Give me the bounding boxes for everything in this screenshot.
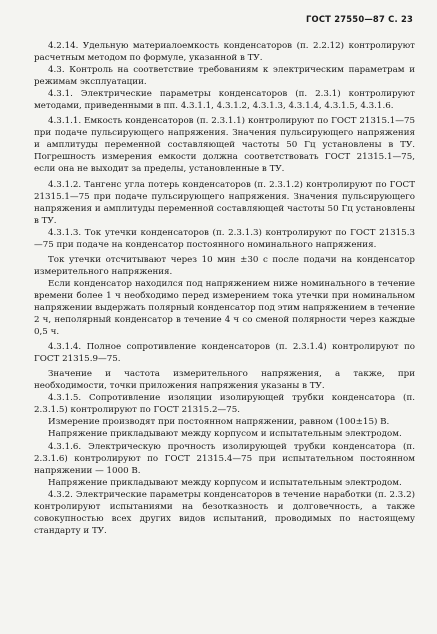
paragraph-voltage-electrode-2: Напряжение прикладывают между корпусом и испытательным электродом. (48, 477, 402, 488)
paragraph-dc-voltage-measure: Измерение производят при постоянном напряжении, равном (100±15) В. (48, 417, 390, 428)
paragraph-leakage-timing: Ток утечки отсчитывают через 10 мин ±30 с после подачи на конденсатор измерительного напряжения. (34, 254, 415, 277)
paragraph-4-3-2: 4.3.2. Электрические параметры конденсаторов в течение наработки (п. 2.3.2) контролируют испытаниями на безотказность и долговечность, а также совокупностью всех других видов испытаний, проводимых по настоящему стандарту и ТУ. (34, 489, 415, 536)
paragraph-leakage-conditioning: Если конденсатор находился под напряжением ниже номинального в течение времени более 1 ч необходимо перед измерением тока утечки при номинальном напряжении выдержать полярный конденсатор под этим напряжением в течение 2 ч, неполярный конденсатор в течение 4 ч со сменой полярности через каждые 0,5 ч. (34, 278, 415, 338)
paragraph-measuring-voltage: Значение и частота измерительного напряжения, а также, при необходимости, точки приложения напряжения указаны в ТУ. (34, 369, 415, 392)
running-header: ГОСТ 27550—87 С. 23 (305, 14, 413, 24)
paragraph-4-3-1-6: 4.3.1.6. Электрическую прочность изолирующей трубки конденсатора (п. 2.3.1.6) контролируют по ГОСТ 21315.4—75 при испытательном постоянном напряжении — 1000 В. (34, 441, 415, 476)
document-body (34, 40, 415, 537)
paragraph-4-2-14: 4.2.14. Удельную материалоемкость конденсаторов (п. 2.2.12) контролируют расчетным методом по формуле, указанной в ТУ. (34, 41, 415, 64)
paragraph-4-3-1-5: 4.3.1.5. Сопротивление изоляции изолирующей трубки конденсатора (п. 2.3.1.5) контролируют по ГОСТ 21315.2—75. (34, 393, 415, 416)
paragraph-4-3-1: 4.3.1. Электрические параметры конденсаторов (п. 2.3.1) контролируют методами, приведенными в пп. 4.3.1.1, 4.3.1.2, 4.3.1.3, 4.3.1.4, 4.3.1.5, 4.3.1.6. (34, 89, 415, 112)
paragraph-4-3-1-2: 4.3.1.2. Тангенс угла потерь конденсаторов (п. 2.3.1.2) контролируют по ГОСТ 21315.1—75 при подаче пульсирующего напряжения. Значения пульсирующего напряжения и амплитуды переменной составляющей частоты 50 Гц установлены в ТУ. (34, 179, 415, 226)
paragraph-4-3-1-4: 4.3.1.4. Полное сопротивление конденсаторов (п. 2.3.1.4) контролируют по ГОСТ 21315.9—75. (34, 342, 415, 365)
paragraph-4-3: 4.3. Контроль на соответствие требованиям к электрическим параметрам и режимам эксплуатации. (34, 65, 415, 88)
paragraph-4-3-1-3: 4.3.1.3. Ток утечки конденсаторов (п. 2.3.1.3) контролируют по ГОСТ 21315.3—75 при подаче на конденсатор постоянного номинального напряжения. (34, 227, 415, 250)
paragraph-voltage-electrode-1: Напряжение прикладывают между корпусом и испытательным электродом. (48, 429, 402, 440)
paragraph-4-3-1-1: 4.3.1.1. Емкость конденсаторов (п. 2.3.1.1) контролируют по ГОСТ 21315.1—75 при подаче пульсирующего напряжения. Значения пульсирующего напряжения и амплитуды переменной составляющей частоты 50 Гц установлены в ТУ. Погрешность измерения емкости должна соответствовать ГОСТ 21315.1—75, если она не выходит за пределы, установленные в ТУ. (34, 116, 415, 175)
